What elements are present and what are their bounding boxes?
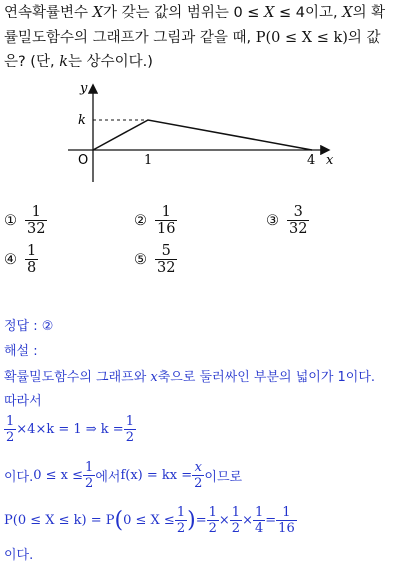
question-text: 는 상수이다.) bbox=[68, 54, 153, 70]
density-curve bbox=[93, 120, 312, 150]
x-axis-label: x bbox=[326, 153, 334, 168]
question-text: 의 값 bbox=[347, 30, 381, 46]
choice-fraction: $\frac{1}{8}$ bbox=[27, 243, 37, 276]
question-line-1 bbox=[4, 2, 385, 25]
fraction-one-half: $\frac{1}{2}$ bbox=[6, 414, 15, 445]
x-tick-1: 1 bbox=[144, 153, 153, 168]
choice-marker: ⑤ bbox=[134, 251, 147, 268]
fraction-one-half: $\frac{1}{2}$ bbox=[85, 460, 94, 491]
choice-marker: ② bbox=[134, 212, 147, 229]
solution-equation-1: $\frac{1}{2}$ ×4×k = 1 ⇒ k = $\frac{1}{2}$ bbox=[6, 414, 134, 445]
question-text: 률밀도함수의 그래프가 그림과 같을 때, bbox=[4, 30, 256, 46]
question-text: 가 갖는 값의 범위는 0 ≤ bbox=[102, 5, 265, 21]
math-var: X bbox=[92, 5, 103, 21]
fraction-one-half: $\frac{1}{2}$ bbox=[125, 414, 134, 445]
solution-line-4: P(0 ≤ X ≤ k) = P ( 0 ≤ X ≤ $\frac{1}{2}$ ) = $\frac{1}{2}$ × $\frac{1}{2}$ × $\frac{1}{4}$ = $\frac{1}{16}$ bbox=[4, 505, 295, 536]
therefore-label: 따라서 bbox=[4, 394, 42, 409]
choice-fraction: $\frac{1}{16}$ bbox=[157, 204, 176, 237]
k-label: k bbox=[78, 113, 86, 128]
question-line-2 bbox=[4, 27, 381, 50]
choice-marker: ① bbox=[4, 212, 17, 229]
question-text: ≤ 4이고, bbox=[274, 5, 343, 21]
question-text: 은? (단, bbox=[4, 54, 60, 70]
choice-1[interactable] bbox=[4, 204, 47, 237]
question-text: 의 확 bbox=[352, 5, 386, 21]
x-tick-4: 4 bbox=[307, 153, 316, 168]
explain-label: 해설 : bbox=[4, 344, 38, 359]
choice-fraction: $\frac{5}{32}$ bbox=[157, 243, 176, 276]
choice-marker: ③ bbox=[266, 212, 279, 229]
choice-fraction: $\frac{3}{32}$ bbox=[289, 204, 308, 237]
question-text: 연속확률변수 bbox=[4, 5, 93, 21]
answer-line: 정답 : ② bbox=[4, 319, 54, 334]
choice-2[interactable] bbox=[134, 204, 177, 237]
solution-line-1: 확률밀도함수의 그래프와 x축으로 둘러싸인 부분의 넓이가 1이다. bbox=[4, 370, 376, 385]
choice-5[interactable] bbox=[134, 243, 177, 276]
y-axis-label: y bbox=[80, 81, 88, 96]
question-line-3 bbox=[4, 51, 153, 74]
probability-expression: P(0 ≤ X ≤ k) bbox=[255, 30, 348, 46]
density-graph bbox=[60, 80, 350, 190]
choice-fraction: $\frac{1}{32}$ bbox=[27, 204, 46, 237]
choice-4[interactable] bbox=[4, 243, 38, 276]
choice-3[interactable] bbox=[266, 204, 309, 237]
solution-end: 이다. bbox=[4, 548, 34, 563]
choice-marker: ④ bbox=[4, 251, 17, 268]
math-var: k bbox=[59, 54, 68, 70]
origin-label: O bbox=[78, 153, 89, 168]
math-var: X bbox=[342, 5, 353, 21]
solution-line-3: 이다. 0 ≤ x ≤ $\frac{1}{2}$ 에서 f(x) = kx = $\frac{x}{2}$ 이므로 bbox=[4, 460, 243, 491]
math-var: X bbox=[264, 5, 275, 21]
fraction-x-over-2: $\frac{x}{2}$ bbox=[194, 460, 203, 491]
